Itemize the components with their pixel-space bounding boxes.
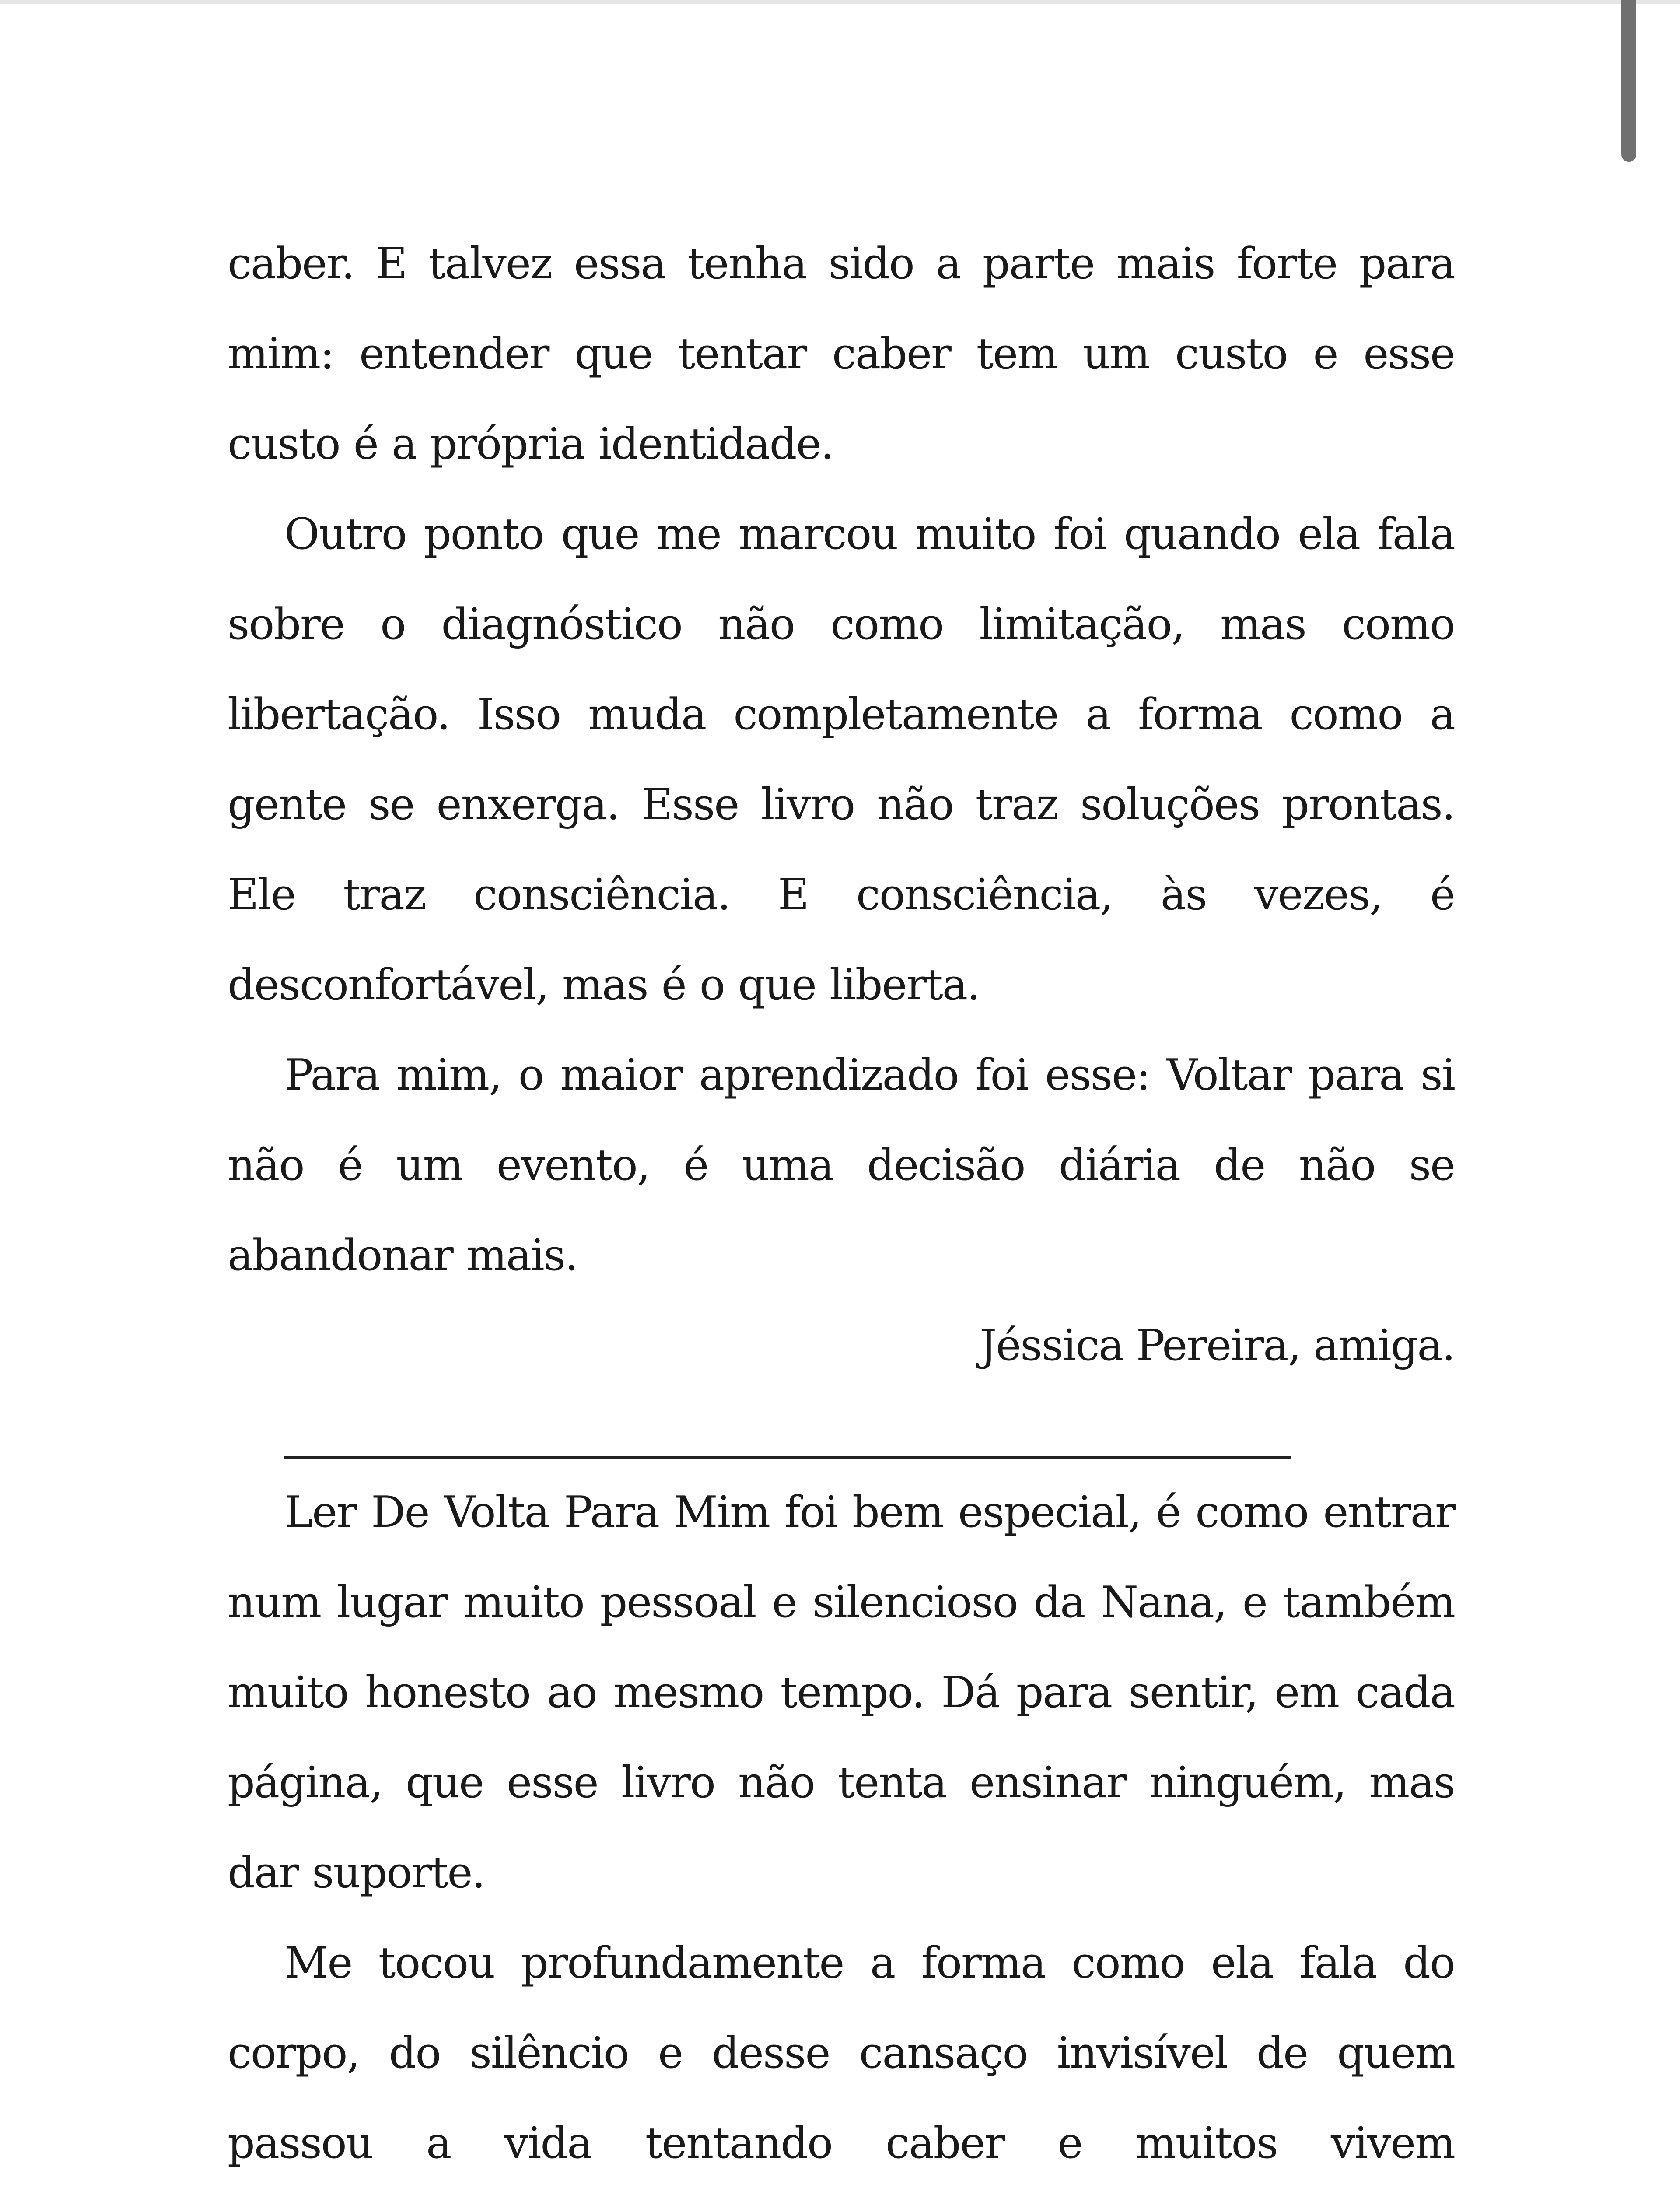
paragraph-continuation: caber. E talvez essa tenha sido a parte mais forte para mim: entender que tentar caber tem um custo e esse custo é a própria identidade. [228, 239, 1455, 469]
book-page [228, 219, 1455, 2188]
paragraph-testimonial-body: Me tocou profundamente a forma como ela fala do corpo, do silêncio e desse cansaço invisível de quem passou a vida tentando caber e muitos vivem [228, 1938, 1455, 2168]
paragraph-learning: Para mim, o maior aprendizado foi esse: Voltar para si não é um evento, é uma decisão diária de não se abandonar mais. [228, 1050, 1455, 1280]
top-edge [0, 0, 1680, 4]
signature-jessica: Jéssica Pereira, amiga. [980, 1321, 1455, 1371]
paragraph-testimonial-intro: Ler De Volta Para Mim foi bem especial, é como entrar num lugar muito pessoal e silencioso da Nana, e também muito honesto ao mesmo tempo. Dá para sentir, em cada página, que esse livro não tenta ensinar ninguém, mas dar suporte. [228, 1487, 1455, 1898]
section-divider [284, 1456, 1291, 1459]
paragraph-diagnosis: Outro ponto que me marcou muito foi quando ela fala sobre o diagnóstico não como limitação, mas como libertação. Isso muda completamente a forma como a gente se enxerga. Esse livro não traz soluções prontas. Ele traz consciência. E consciência, às vezes, é desconfortável, mas é o que liberta. [228, 509, 1455, 1010]
scrollbar-thumb[interactable] [1621, 0, 1636, 162]
